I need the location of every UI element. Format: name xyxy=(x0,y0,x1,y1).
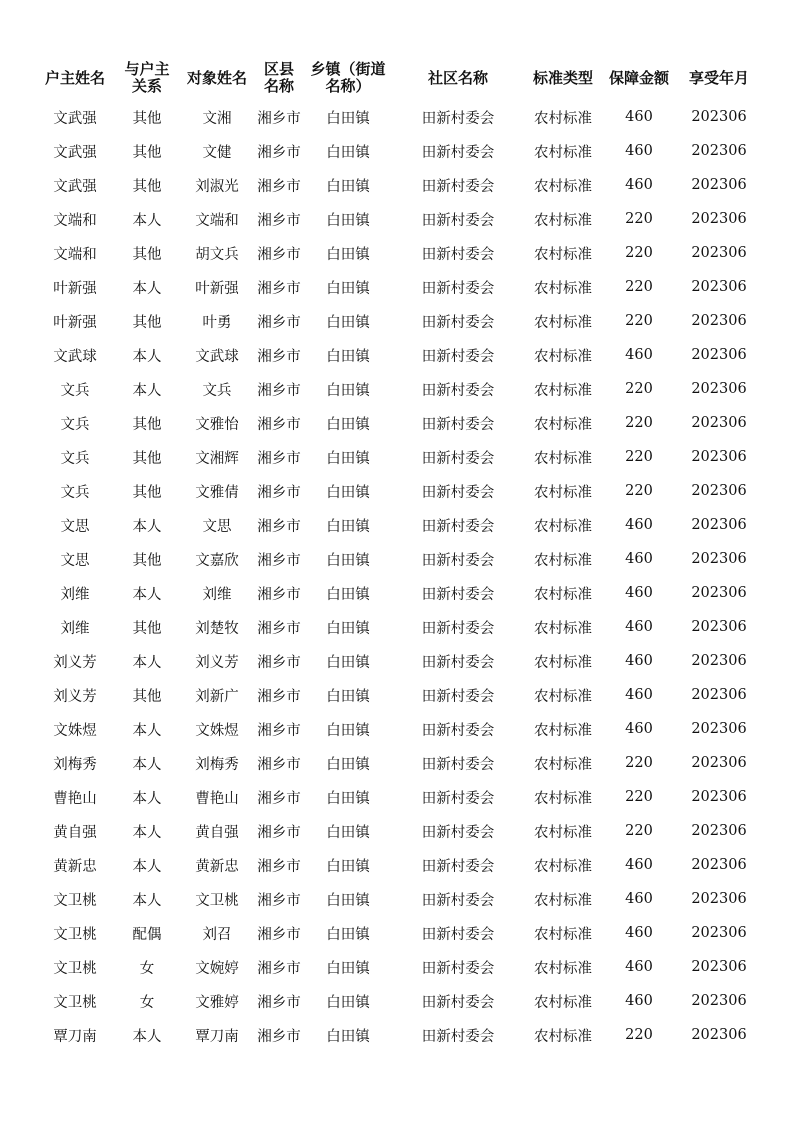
cell-period: 202306 xyxy=(691,415,747,431)
cell-relation: 其他 xyxy=(132,144,162,161)
cell-relation: 本人 xyxy=(132,892,162,909)
cell-recipient-name: 文思 xyxy=(202,518,232,535)
cell-relation: 其他 xyxy=(132,450,162,467)
cell-standard-type: 农村标准 xyxy=(534,994,592,1011)
cell-amount: 460 xyxy=(625,891,653,907)
cell-amount: 460 xyxy=(625,551,653,567)
cell-community: 田新村委会 xyxy=(421,926,495,943)
header-householder-name: 户主姓名 xyxy=(44,68,105,87)
cell-township: 白田镇 xyxy=(326,586,370,603)
cell-county: 湘乡市 xyxy=(257,552,301,569)
cell-community: 田新村委会 xyxy=(421,586,495,603)
table-row xyxy=(38,202,760,236)
cell-county: 湘乡市 xyxy=(257,654,301,671)
cell-relation: 本人 xyxy=(132,212,162,229)
cell-householder-name: 文思 xyxy=(60,518,90,535)
cell-standard-type: 农村标准 xyxy=(534,314,592,331)
cell-township: 白田镇 xyxy=(326,654,370,671)
header-recipient-name: 对象姓名 xyxy=(186,68,247,87)
header-standard-type: 标准类型 xyxy=(532,68,593,87)
cell-community: 田新村委会 xyxy=(421,110,495,127)
table-row xyxy=(38,270,760,304)
cell-standard-type: 农村标准 xyxy=(534,178,592,195)
cell-amount: 220 xyxy=(625,279,653,295)
cell-period: 202306 xyxy=(691,449,747,465)
table-row xyxy=(38,508,760,542)
cell-householder-name: 刘梅秀 xyxy=(53,756,97,773)
cell-township: 白田镇 xyxy=(326,892,370,909)
cell-county: 湘乡市 xyxy=(257,178,301,195)
cell-county: 湘乡市 xyxy=(257,688,301,705)
cell-standard-type: 农村标准 xyxy=(534,926,592,943)
cell-county: 湘乡市 xyxy=(257,314,301,331)
cell-township: 白田镇 xyxy=(326,178,370,195)
cell-period: 202306 xyxy=(691,177,747,193)
cell-county: 湘乡市 xyxy=(257,722,301,739)
cell-township: 白田镇 xyxy=(326,994,370,1011)
cell-householder-name: 曹艳山 xyxy=(53,790,97,807)
cell-standard-type: 农村标准 xyxy=(534,858,592,875)
cell-relation: 本人 xyxy=(132,280,162,297)
cell-township: 白田镇 xyxy=(326,926,370,943)
cell-standard-type: 农村标准 xyxy=(534,620,592,637)
header-community: 社区名称 xyxy=(427,68,488,87)
cell-community: 田新村委会 xyxy=(421,756,495,773)
cell-community: 田新村委会 xyxy=(421,620,495,637)
cell-relation: 本人 xyxy=(132,756,162,773)
cell-recipient-name: 文姝煜 xyxy=(195,722,239,739)
cell-period: 202306 xyxy=(691,245,747,261)
cell-standard-type: 农村标准 xyxy=(534,586,592,603)
cell-period: 202306 xyxy=(691,1027,747,1043)
cell-relation: 其他 xyxy=(132,688,162,705)
header-period: 享受年月 xyxy=(688,68,749,87)
cell-standard-type: 农村标准 xyxy=(534,280,592,297)
cell-amount: 460 xyxy=(625,721,653,737)
cell-recipient-name: 刘召 xyxy=(202,926,232,943)
cell-county: 湘乡市 xyxy=(257,450,301,467)
cell-township: 白田镇 xyxy=(326,552,370,569)
cell-relation: 其他 xyxy=(132,314,162,331)
cell-recipient-name: 黄新忠 xyxy=(195,858,239,875)
cell-township: 白田镇 xyxy=(326,280,370,297)
cell-county: 湘乡市 xyxy=(257,110,301,127)
cell-township: 白田镇 xyxy=(326,790,370,807)
cell-community: 田新村委会 xyxy=(421,416,495,433)
cell-period: 202306 xyxy=(691,653,747,669)
cell-community: 田新村委会 xyxy=(421,960,495,977)
cell-standard-type: 农村标准 xyxy=(534,1028,592,1045)
cell-county: 湘乡市 xyxy=(257,1028,301,1045)
cell-amount: 220 xyxy=(625,211,653,227)
cell-recipient-name: 刘新广 xyxy=(195,688,239,705)
cell-amount: 460 xyxy=(625,857,653,873)
cell-amount: 220 xyxy=(625,449,653,465)
cell-period: 202306 xyxy=(691,381,747,397)
cell-period: 202306 xyxy=(691,279,747,295)
cell-period: 202306 xyxy=(691,993,747,1009)
cell-householder-name: 黄新忠 xyxy=(53,858,97,875)
header-relation: 与户主 关系 xyxy=(124,60,170,95)
cell-community: 田新村委会 xyxy=(421,484,495,501)
cell-period: 202306 xyxy=(691,857,747,873)
cell-relation: 本人 xyxy=(132,824,162,841)
table-row xyxy=(38,542,760,576)
cell-standard-type: 农村标准 xyxy=(534,654,592,671)
cell-amount: 460 xyxy=(625,687,653,703)
cell-relation: 本人 xyxy=(132,790,162,807)
cell-community: 田新村委会 xyxy=(421,382,495,399)
cell-householder-name: 文端和 xyxy=(53,212,97,229)
table-header xyxy=(38,56,760,100)
cell-community: 田新村委会 xyxy=(421,348,495,365)
cell-recipient-name: 文雅倩 xyxy=(195,484,239,501)
cell-householder-name: 刘维 xyxy=(60,620,90,637)
cell-amount: 460 xyxy=(625,959,653,975)
cell-community: 田新村委会 xyxy=(421,518,495,535)
cell-community: 田新村委会 xyxy=(421,722,495,739)
cell-community: 田新村委会 xyxy=(421,824,495,841)
cell-recipient-name: 刘楚牧 xyxy=(195,620,239,637)
cell-relation: 配偶 xyxy=(132,926,162,943)
table-row xyxy=(38,474,760,508)
cell-relation: 本人 xyxy=(132,382,162,399)
cell-county: 湘乡市 xyxy=(257,416,301,433)
cell-relation: 本人 xyxy=(132,1028,162,1045)
cell-recipient-name: 叶勇 xyxy=(202,314,232,331)
cell-standard-type: 农村标准 xyxy=(534,416,592,433)
cell-householder-name: 文兵 xyxy=(60,416,90,433)
cell-community: 田新村委会 xyxy=(421,178,495,195)
cell-community: 田新村委会 xyxy=(421,892,495,909)
cell-householder-name: 刘义芳 xyxy=(53,688,97,705)
cell-county: 湘乡市 xyxy=(257,994,301,1011)
table-row xyxy=(38,576,760,610)
table-row xyxy=(38,984,760,1018)
cell-county: 湘乡市 xyxy=(257,348,301,365)
table-row xyxy=(38,304,760,338)
cell-relation: 本人 xyxy=(132,518,162,535)
header-township: 乡镇（街道 名称） xyxy=(310,60,386,95)
cell-recipient-name: 刘梅秀 xyxy=(195,756,239,773)
cell-standard-type: 农村标准 xyxy=(534,518,592,535)
cell-standard-type: 农村标准 xyxy=(534,450,592,467)
cell-amount: 460 xyxy=(625,925,653,941)
cell-township: 白田镇 xyxy=(326,382,370,399)
cell-community: 田新村委会 xyxy=(421,280,495,297)
table-row xyxy=(38,848,760,882)
cell-recipient-name: 文雅婷 xyxy=(195,994,239,1011)
table-row xyxy=(38,134,760,168)
allowance-roster-table xyxy=(38,56,760,1052)
table-row xyxy=(38,440,760,474)
cell-period: 202306 xyxy=(691,925,747,941)
table-row xyxy=(38,916,760,950)
cell-standard-type: 农村标准 xyxy=(534,348,592,365)
cell-relation: 其他 xyxy=(132,178,162,195)
cell-county: 湘乡市 xyxy=(257,824,301,841)
cell-householder-name: 文卫桃 xyxy=(53,892,97,909)
cell-recipient-name: 文婉婷 xyxy=(195,960,239,977)
table-row xyxy=(38,746,760,780)
cell-recipient-name: 黄自强 xyxy=(195,824,239,841)
cell-township: 白田镇 xyxy=(326,722,370,739)
cell-period: 202306 xyxy=(691,109,747,125)
cell-township: 白田镇 xyxy=(326,858,370,875)
cell-amount: 220 xyxy=(625,823,653,839)
cell-householder-name: 叶新强 xyxy=(53,314,97,331)
cell-amount: 220 xyxy=(625,313,653,329)
cell-community: 田新村委会 xyxy=(421,1028,495,1045)
cell-standard-type: 农村标准 xyxy=(534,824,592,841)
header-amount: 保障金额 xyxy=(608,68,669,87)
cell-relation: 其他 xyxy=(132,620,162,637)
cell-recipient-name: 覃刀南 xyxy=(195,1028,239,1045)
cell-county: 湘乡市 xyxy=(257,144,301,161)
header-county: 区县 名称 xyxy=(263,60,294,95)
cell-county: 湘乡市 xyxy=(257,756,301,773)
cell-period: 202306 xyxy=(691,483,747,499)
cell-township: 白田镇 xyxy=(326,348,370,365)
table-row xyxy=(38,712,760,746)
cell-amount: 220 xyxy=(625,1027,653,1043)
cell-standard-type: 农村标准 xyxy=(534,484,592,501)
cell-householder-name: 叶新强 xyxy=(53,280,97,297)
cell-amount: 460 xyxy=(625,143,653,159)
cell-householder-name: 文兵 xyxy=(60,450,90,467)
cell-standard-type: 农村标准 xyxy=(534,212,592,229)
cell-township: 白田镇 xyxy=(326,824,370,841)
cell-community: 田新村委会 xyxy=(421,654,495,671)
cell-township: 白田镇 xyxy=(326,212,370,229)
cell-householder-name: 文卫桃 xyxy=(53,994,97,1011)
cell-period: 202306 xyxy=(691,721,747,737)
cell-recipient-name: 文湘 xyxy=(202,110,232,127)
cell-township: 白田镇 xyxy=(326,246,370,263)
cell-amount: 220 xyxy=(625,415,653,431)
table-row xyxy=(38,338,760,372)
cell-recipient-name: 文端和 xyxy=(195,212,239,229)
table-row xyxy=(38,780,760,814)
cell-recipient-name: 文嘉欣 xyxy=(195,552,239,569)
cell-householder-name: 文姝煜 xyxy=(53,722,97,739)
cell-township: 白田镇 xyxy=(326,144,370,161)
cell-standard-type: 农村标准 xyxy=(534,110,592,127)
cell-householder-name: 文兵 xyxy=(60,484,90,501)
table-row xyxy=(38,882,760,916)
cell-community: 田新村委会 xyxy=(421,790,495,807)
cell-community: 田新村委会 xyxy=(421,212,495,229)
cell-township: 白田镇 xyxy=(326,484,370,501)
cell-relation: 本人 xyxy=(132,654,162,671)
cell-householder-name: 文卫桃 xyxy=(53,960,97,977)
cell-recipient-name: 文兵 xyxy=(202,382,232,399)
cell-recipient-name: 文湘辉 xyxy=(195,450,239,467)
cell-period: 202306 xyxy=(691,143,747,159)
cell-county: 湘乡市 xyxy=(257,858,301,875)
cell-amount: 460 xyxy=(625,177,653,193)
cell-amount: 460 xyxy=(625,993,653,1009)
cell-period: 202306 xyxy=(691,347,747,363)
cell-householder-name: 刘维 xyxy=(60,586,90,603)
cell-county: 湘乡市 xyxy=(257,280,301,297)
cell-period: 202306 xyxy=(691,789,747,805)
cell-county: 湘乡市 xyxy=(257,790,301,807)
cell-period: 202306 xyxy=(691,891,747,907)
cell-period: 202306 xyxy=(691,551,747,567)
cell-community: 田新村委会 xyxy=(421,450,495,467)
cell-standard-type: 农村标准 xyxy=(534,790,592,807)
cell-recipient-name: 文雅怡 xyxy=(195,416,239,433)
cell-period: 202306 xyxy=(691,517,747,533)
cell-recipient-name: 叶新强 xyxy=(195,280,239,297)
cell-county: 湘乡市 xyxy=(257,484,301,501)
cell-householder-name: 文端和 xyxy=(53,246,97,263)
cell-township: 白田镇 xyxy=(326,1028,370,1045)
cell-standard-type: 农村标准 xyxy=(534,722,592,739)
table-row xyxy=(38,236,760,270)
cell-community: 田新村委会 xyxy=(421,994,495,1011)
cell-relation: 其他 xyxy=(132,246,162,263)
cell-householder-name: 文武强 xyxy=(53,178,97,195)
table-row xyxy=(38,678,760,712)
cell-county: 湘乡市 xyxy=(257,382,301,399)
cell-township: 白田镇 xyxy=(326,416,370,433)
cell-relation: 其他 xyxy=(132,110,162,127)
cell-householder-name: 文武强 xyxy=(53,144,97,161)
cell-county: 湘乡市 xyxy=(257,586,301,603)
cell-amount: 220 xyxy=(625,755,653,771)
cell-householder-name: 黄自强 xyxy=(53,824,97,841)
cell-recipient-name: 刘义芳 xyxy=(195,654,239,671)
cell-recipient-name: 曹艳山 xyxy=(195,790,239,807)
cell-householder-name: 文卫桃 xyxy=(53,926,97,943)
cell-householder-name: 刘义芳 xyxy=(53,654,97,671)
cell-standard-type: 农村标准 xyxy=(534,552,592,569)
cell-period: 202306 xyxy=(691,313,747,329)
cell-township: 白田镇 xyxy=(326,314,370,331)
cell-householder-name: 文思 xyxy=(60,552,90,569)
table-row xyxy=(38,168,760,202)
cell-relation: 本人 xyxy=(132,348,162,365)
cell-standard-type: 农村标准 xyxy=(534,892,592,909)
cell-township: 白田镇 xyxy=(326,110,370,127)
cell-community: 田新村委会 xyxy=(421,144,495,161)
cell-amount: 220 xyxy=(625,483,653,499)
cell-householder-name: 文武强 xyxy=(53,110,97,127)
cell-recipient-name: 刘维 xyxy=(202,586,232,603)
cell-recipient-name: 文武球 xyxy=(195,348,239,365)
cell-amount: 220 xyxy=(625,245,653,261)
cell-relation: 其他 xyxy=(132,416,162,433)
table-row xyxy=(38,372,760,406)
cell-township: 白田镇 xyxy=(326,620,370,637)
cell-relation: 本人 xyxy=(132,722,162,739)
cell-county: 湘乡市 xyxy=(257,926,301,943)
cell-township: 白田镇 xyxy=(326,756,370,773)
cell-period: 202306 xyxy=(691,959,747,975)
cell-relation: 本人 xyxy=(132,858,162,875)
cell-county: 湘乡市 xyxy=(257,892,301,909)
cell-county: 湘乡市 xyxy=(257,960,301,977)
table-row xyxy=(38,100,760,134)
cell-recipient-name: 胡文兵 xyxy=(195,246,239,263)
cell-township: 白田镇 xyxy=(326,688,370,705)
cell-standard-type: 农村标准 xyxy=(534,246,592,263)
cell-township: 白田镇 xyxy=(326,450,370,467)
cell-period: 202306 xyxy=(691,755,747,771)
cell-amount: 460 xyxy=(625,109,653,125)
cell-community: 田新村委会 xyxy=(421,552,495,569)
cell-amount: 460 xyxy=(625,585,653,601)
table-row xyxy=(38,1018,760,1052)
cell-amount: 460 xyxy=(625,517,653,533)
cell-township: 白田镇 xyxy=(326,960,370,977)
cell-relation: 女 xyxy=(139,994,155,1011)
cell-community: 田新村委会 xyxy=(421,314,495,331)
cell-period: 202306 xyxy=(691,823,747,839)
cell-county: 湘乡市 xyxy=(257,620,301,637)
cell-standard-type: 农村标准 xyxy=(534,756,592,773)
cell-period: 202306 xyxy=(691,211,747,227)
cell-householder-name: 覃刀南 xyxy=(53,1028,97,1045)
cell-county: 湘乡市 xyxy=(257,518,301,535)
cell-county: 湘乡市 xyxy=(257,246,301,263)
cell-standard-type: 农村标准 xyxy=(534,960,592,977)
cell-amount: 460 xyxy=(625,653,653,669)
cell-standard-type: 农村标准 xyxy=(534,688,592,705)
table-row xyxy=(38,950,760,984)
cell-community: 田新村委会 xyxy=(421,858,495,875)
cell-amount: 460 xyxy=(625,347,653,363)
cell-standard-type: 农村标准 xyxy=(534,382,592,399)
header-row xyxy=(38,56,760,100)
cell-community: 田新村委会 xyxy=(421,688,495,705)
cell-recipient-name: 刘淑光 xyxy=(195,178,239,195)
cell-community: 田新村委会 xyxy=(421,246,495,263)
cell-relation: 其他 xyxy=(132,552,162,569)
cell-householder-name: 文兵 xyxy=(60,382,90,399)
table-row xyxy=(38,610,760,644)
table-body xyxy=(38,100,760,1052)
cell-standard-type: 农村标准 xyxy=(534,144,592,161)
cell-period: 202306 xyxy=(691,585,747,601)
cell-township: 白田镇 xyxy=(326,518,370,535)
cell-amount: 220 xyxy=(625,789,653,805)
cell-recipient-name: 文健 xyxy=(202,144,232,161)
table-row xyxy=(38,814,760,848)
cell-householder-name: 文武球 xyxy=(53,348,97,365)
cell-period: 202306 xyxy=(691,687,747,703)
cell-amount: 460 xyxy=(625,619,653,635)
cell-county: 湘乡市 xyxy=(257,212,301,229)
cell-period: 202306 xyxy=(691,619,747,635)
cell-amount: 220 xyxy=(625,381,653,397)
cell-relation: 本人 xyxy=(132,586,162,603)
cell-recipient-name: 文卫桃 xyxy=(195,892,239,909)
cell-relation: 女 xyxy=(139,960,155,977)
table-row xyxy=(38,644,760,678)
cell-relation: 其他 xyxy=(132,484,162,501)
table-row xyxy=(38,406,760,440)
